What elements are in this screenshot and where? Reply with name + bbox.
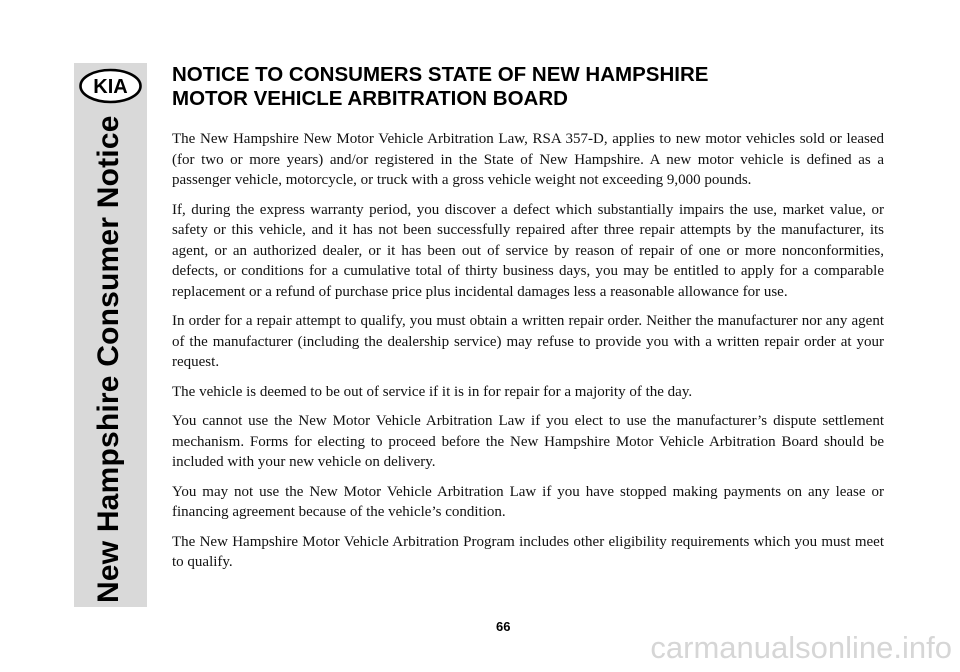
heading-line-1: NOTICE TO CONSUMERS STATE OF NEW HAMPSHIRE	[172, 63, 709, 86]
paragraph: The New Hampshire New Motor Vehicle Arbitration Law, RSA 357-D, applies to new motor vehicles sold or leased (for two or more years) and/or registered in the State of New Hampshire. A new motor vehicle is defined as a passenger vehicle, motorcycle, or truck with a gross vehicle weight not exceeding 9,000 pounds.	[172, 131, 884, 188]
paragraph: You cannot use the New Motor Vehicle Arbitration Law if you elect to use the manufacturer’s dispute settlement mechanism. Forms for electing to proceed before the New Hampshire Motor Vehicle Arbitration Board should be included with your new vehicle on delivery.	[172, 413, 884, 470]
paragraph: The New Hampshire Motor Vehicle Arbitration Program includes other eligibility requirements which you must meet to qualify.	[172, 533, 884, 570]
heading-line-2: MOTOR VEHICLE ARBITRATION BOARD	[172, 87, 568, 110]
sidebar	[74, 63, 147, 607]
sidebar-title: New Hampshire Consumer Notice	[92, 115, 125, 603]
paragraph: If, during the express warranty period, you discover a defect which substantially impairs the use, market value, or safety or this vehicle, and it has not been successfully repaired after three repair attempts by the manufacturer, its agent, or an authorized dealer, or it has been out of service by reason of repair of one or more nonconformities, defects, or conditions for a cumulative total of thirty business days, you may be entitled to apply for a comparable replacement or a refund of purchase price plus incidental damages less a reasonable allowance for use.	[172, 201, 884, 300]
paragraph: You may not use the New Motor Vehicle Arbitration Law if you have stopped making payments on any lease or financing agreement because of the vehicle’s condition.	[172, 483, 884, 520]
paragraph: In order for a repair attempt to qualify, you must obtain a written repair order. Neither the manufacturer nor any agent of the manufacturer (including the dealership service) may refuse to provide you with a written repair order at your request.	[172, 313, 884, 370]
kia-logo-text: KIA	[93, 76, 128, 98]
notice-body	[172, 129, 884, 582]
page-number: 66	[496, 619, 511, 634]
page-heading	[172, 63, 708, 111]
watermark: carmanualsonline.info	[650, 630, 952, 665]
kia-logo	[78, 67, 143, 105]
paragraph: The vehicle is deemed to be out of service if it is in for repair for a majority of the day.	[172, 383, 693, 400]
